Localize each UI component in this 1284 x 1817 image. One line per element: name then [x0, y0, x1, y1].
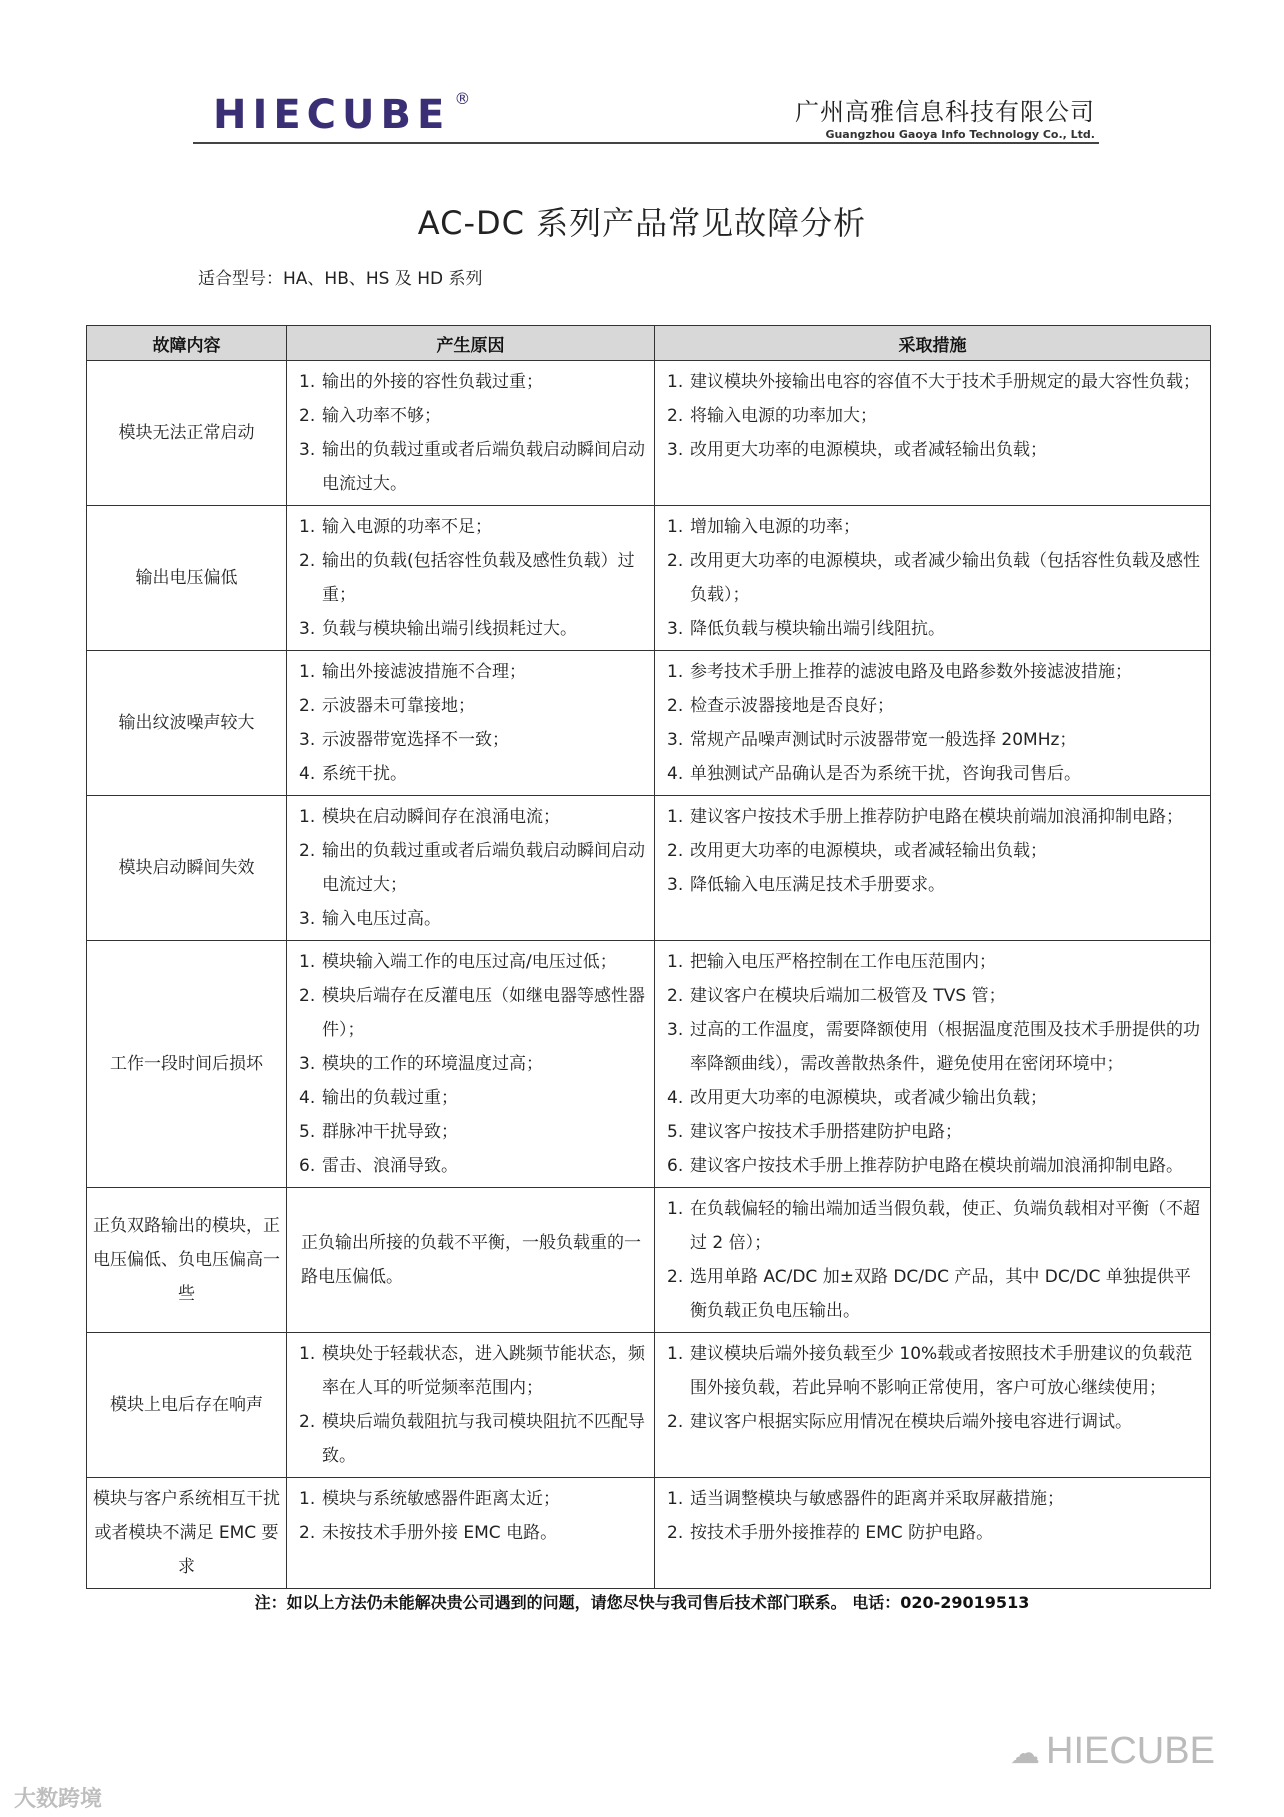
header-cause: 产生原因: [287, 326, 655, 361]
contact-note: 注：如以上方法仍未能解决贵公司遇到的问题，请您尽快与我司售后技术部门联系。 电话：020-29019513: [254, 1593, 1030, 1612]
header-measure: 采取措施: [655, 326, 1211, 361]
measure-cell: [655, 796, 1211, 941]
page-title: AC-DC 系列产品常见故障分析: [417, 204, 867, 242]
list-item: 5. 建议客户按技术手册搭建防护电路；: [667, 1122, 962, 1142]
list-item: 1. 参考技术手册上推荐的滤波电路及电路参数外接滤波措施；: [667, 662, 1132, 682]
list-item: 2. 将输入电源的功率加大；: [667, 406, 877, 426]
list-item: 2. 未按技术手册外接 EMC 电路。: [299, 1523, 558, 1543]
list-item: 1. 输出外接滤波措施不合理；: [299, 662, 526, 682]
table-header-row: [87, 326, 1211, 361]
list-item: 5. 群脉冲干扰导致；: [299, 1122, 458, 1142]
list-item: 2. 输入功率不够；: [299, 406, 441, 426]
measure-cell: [655, 1333, 1211, 1478]
measure-cell: [655, 1188, 1211, 1333]
hiecube-logo: [213, 88, 471, 138]
list-item: 3. 降低输入电压满足技术手册要求。: [667, 875, 945, 895]
list-item: 2. 检查示波器接地是否良好；: [667, 696, 894, 716]
table-row: [87, 506, 1211, 651]
list-item: 2. 按技术手册外接推荐的 EMC 防护电路。: [667, 1523, 994, 1543]
list-item: 1. 输入电源的功率不足；: [299, 517, 492, 537]
list-item: 3. 过高的工作温度，需要降额使用（根据温度范围及技术手册提供的功率降额曲线），需改善散热条件，避免使用在密闭环境中；: [667, 1020, 1200, 1074]
header-divider: [193, 142, 1099, 144]
cause-text: 正负输出所接的负载不平衡，一般负载重的一路电压偏低。: [301, 1233, 641, 1287]
list-item: 2. 改用更大功率的电源模块，或者减少输出负载（包括容性负载及感性负载）；: [667, 551, 1200, 605]
list-item: 2. 输出的负载(包括容性负载及感性负载）过重；: [299, 551, 635, 605]
list-item: 1. 建议模块外接输出电容的容值不大于技术手册规定的最大容性负载；: [667, 372, 1200, 392]
list-item: 2. 建议客户在模块后端加二极管及 TVS 管；: [667, 986, 1006, 1006]
list-item: 3. 负载与模块输出端引线损耗过大。: [299, 619, 577, 639]
list-item: 1. 建议模块后端外接负载至少 10%载或者按照技术手册建议的负载范围外接负载，若此异响不影响正常使用，客户可放心继续使用；: [667, 1344, 1193, 1398]
list-item: 1. 模块在启动瞬间存在浪涌电流；: [299, 807, 560, 827]
list-item: 6. 雷击、浪涌导致。: [299, 1156, 458, 1176]
company-block: [795, 92, 1095, 141]
list-item: 4. 输出的负载过重；: [299, 1088, 458, 1108]
measure-cell: [655, 506, 1211, 651]
measure-cell: [655, 361, 1211, 506]
list-item: 1. 模块输入端工作的电压过高/电压过低；: [299, 952, 617, 972]
list-item: 2. 建议客户根据实际应用情况在模块后端外接电容进行调试。: [667, 1412, 1132, 1432]
cause-cell: [287, 506, 655, 651]
list-item: 1. 模块处于轻载状态，进入跳频节能状态，频率在人耳的听觉频率范围内；: [299, 1344, 645, 1398]
list-item: 3. 常规产品噪声测试时示波器带宽一般选择 20MHz；: [667, 730, 1077, 750]
list-item: 4. 改用更大功率的电源模块，或者减少输出负载；: [667, 1088, 1047, 1108]
fault-cell: 模块启动瞬间失效: [87, 796, 287, 941]
table-row: [87, 1478, 1211, 1589]
list-item: 1. 把输入电压严格控制在工作电压范围内；: [667, 952, 996, 972]
cause-cell: [287, 1333, 655, 1478]
header-fault: 故障内容: [87, 326, 287, 361]
company-name-en: Guangzhou Gaoya Info Technology Co., Ltd.: [825, 128, 1095, 141]
list-item: 6. 建议客户按技术手册上推荐防护电路在模块前端加浪涌抑制电路。: [667, 1156, 1183, 1176]
list-item: 3. 输出的负载过重或者后端负载启动瞬间启动电流过大。: [299, 440, 645, 494]
list-item: 2. 示波器未可靠接地；: [299, 696, 475, 716]
wechat-icon: ☁: [1010, 1737, 1040, 1770]
table-row: [87, 361, 1211, 506]
fault-cell: 模块上电后存在响声: [87, 1333, 287, 1478]
list-item: 2. 输出的负载过重或者后端负载启动瞬间启动电流过大；: [299, 841, 645, 895]
fault-analysis-table: [86, 325, 1211, 1589]
list-item: 4. 单独测试产品确认是否为系统干扰，咨询我司售后。: [667, 764, 1081, 784]
list-item: 3. 示波器带宽选择不一致；: [299, 730, 509, 750]
cause-cell: [287, 796, 655, 941]
list-item: 4. 系统干扰。: [299, 764, 407, 784]
watermark-source: [14, 1782, 102, 1813]
measure-cell: [655, 1478, 1211, 1589]
cause-cell: [287, 651, 655, 796]
fault-cell: 正负双路输出的模块，正电压偏低、负电压偏高一些: [87, 1188, 287, 1333]
cause-cell: [287, 361, 655, 506]
cause-cell: [287, 1188, 655, 1333]
cause-cell: [287, 941, 655, 1188]
list-item: 3. 改用更大功率的电源模块，或者减轻输出负载；: [667, 440, 1047, 460]
registered-mark: ®: [454, 88, 471, 108]
logo-text: HIECUBE: [213, 92, 451, 138]
company-name-cn: 广州高雅信息科技有限公司: [795, 98, 1095, 126]
list-item: 2. 改用更大功率的电源模块，或者减轻输出负载；: [667, 841, 1047, 861]
table-row: [87, 941, 1211, 1188]
list-item: 1. 建议客户按技术手册上推荐防护电路在模块前端加浪涌抑制电路；: [667, 807, 1183, 827]
list-item: 2. 模块后端存在反灌电压（如继电器等感性器件）；: [299, 986, 645, 1040]
list-item: 1. 在负载偏轻的输出端加适当假负载，使正、负端负载相对平衡（不超过 2 倍）；: [667, 1199, 1200, 1253]
fault-cell: 输出纹波噪声较大: [87, 651, 287, 796]
fault-cell: 模块无法正常启动: [87, 361, 287, 506]
watermark-source-text: 大数跨境: [14, 1787, 103, 1812]
table-row: [87, 1188, 1211, 1333]
measure-cell: [655, 651, 1211, 796]
measure-cell: [655, 941, 1211, 1188]
watermark-text: HIECUBE: [1046, 1730, 1215, 1772]
table-row: [87, 796, 1211, 941]
list-item: 2. 模块后端负载阻抗与我司模块阻抗不匹配导致。: [299, 1412, 645, 1466]
fault-cell: 工作一段时间后损坏: [87, 941, 287, 1188]
fault-cell: 模块与客户系统相互干扰或者模块不满足 EMC 要求: [87, 1478, 287, 1589]
table-row: [87, 1333, 1211, 1478]
list-item: 1. 模块与系统敏感器件距离太近；: [299, 1489, 560, 1509]
list-item: 2. 选用单路 AC/DC 加±双路 DC/DC 产品，其中 DC/DC 单独提供平衡负载正负电压输出。: [667, 1267, 1191, 1321]
list-item: 3. 降低负载与模块输出端引线阻抗。: [667, 619, 945, 639]
table-row: [87, 651, 1211, 796]
list-item: 3. 模块的工作的环境温度过高；: [299, 1054, 543, 1074]
list-item: 3. 输入电压过高。: [299, 909, 441, 929]
applicable-models: 适合型号：HA、HB、HS 及 HD 系列: [198, 269, 483, 289]
list-item: 1. 输出的外接的容性负载过重；: [299, 372, 543, 392]
fault-cell: 输出电压偏低: [87, 506, 287, 651]
list-item: 1. 增加输入电源的功率；: [667, 517, 860, 537]
watermark-hiecube: [1010, 1730, 1215, 1773]
cause-cell: [287, 1478, 655, 1589]
list-item: 1. 适当调整模块与敏感器件的距离并采取屏蔽措施；: [667, 1489, 1064, 1509]
